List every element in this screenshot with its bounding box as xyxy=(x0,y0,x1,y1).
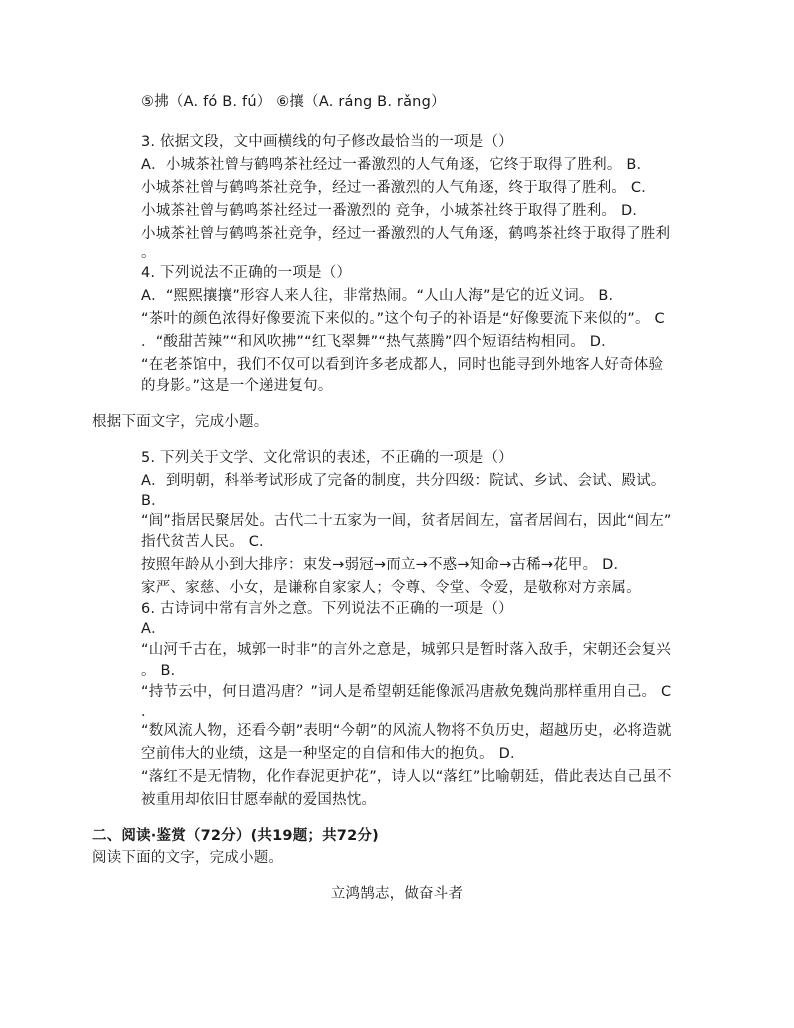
section-2-heading: 二、阅读·鉴赏（72分）(共19题；共72分) xyxy=(92,828,379,844)
question-3-stem: 3. 依据文段，文中画横线的句子修改最恰当的一项是（） xyxy=(141,134,513,150)
question-6-stem: 6. 古诗词中常有言外之意。下列说法不正确的一项是（） xyxy=(141,601,513,617)
question-4-stem: 4. 下列说法不正确的一项是（） xyxy=(141,265,352,281)
question-5-option-b-cont: 指代贫苦人民。 C． xyxy=(141,534,274,550)
question-5-option-a: A．到明朝，科举考试形成了完备的制度，共分四级：院试、乡试、会试、殿试。 xyxy=(141,473,666,489)
question-6-option-b-label: 。 B． xyxy=(141,663,186,679)
question-5-option-b-label: B． xyxy=(141,493,166,509)
question-6-option-c-label: ． xyxy=(141,704,156,720)
question-6-option-a: “山河千古在，城郭一时非”的言外之意是，城郭只是暂时落入敌手，宋朝还会复兴 xyxy=(141,642,671,658)
question-6-option-b: “持节云中，何日遣冯唐？”词人是希望朝廷能像派冯唐赦免魏尚那样重用自己。 C xyxy=(141,684,672,700)
question-5-stem: 5. 下列关于文学、文化常识的表述，不正确的一项是（） xyxy=(141,450,513,466)
section-instruction: 根据下面文字，完成小题。 xyxy=(92,414,269,430)
question-5-option-c: 按照年龄从小到大排序：束发→弱冠→而立→不惑→知命→古稀→花甲。 D． xyxy=(141,557,629,573)
question-5-option-d: 家严、家慈、小女，是谦称自家家人；令尊、令堂、令爱，是敬称对方亲属。 xyxy=(141,580,641,596)
question-4-option-d: “在老茶馆中，我们不仅可以看到许多老成都人，同时也能寻到外地客人好奇体验 xyxy=(141,357,664,373)
question-3-option-d: 小城茶社曾与鹤鸣茶社竞争，经过一番激烈的人气角逐，鹤鸣茶社终于取得了胜利 xyxy=(141,226,671,242)
question-6-option-c: “数风流人物，还看今朝”表明“今朝”的风流人物将不负历史，超越历史，必将造就 xyxy=(141,723,672,739)
question-3-option-a: A．小城茶社曾与鹤鸣茶社经过一番激烈的人气角逐，它终于取得了胜利。 B． xyxy=(141,157,652,173)
question-4-option-c: ．“酸甜苦辣”“和风吹拂”“红飞翠舞”“热气蒸腾”四个短语结构相同。 D． xyxy=(141,334,616,350)
reading-instruction: 阅读下面的文字，完成小题。 xyxy=(92,850,284,866)
article-title: 立鸿鹄志，做奋斗者 xyxy=(330,886,464,902)
question-5-option-b: “闾”指居民聚居处。古代二十五家为一闾，贫者居闾左，富者居闾右，因此“闾左” xyxy=(141,513,672,529)
question-6-option-d: “落红不是无情物，化作春泥更护花”，诗人以“落红”比喻朝廷，借此表达自己虽不 xyxy=(141,769,672,785)
question-3-option-b: 小城茶社曾与鹤鸣茶社竞争，经过一番激烈的人气角逐，终于取得了胜利。 C． xyxy=(141,180,656,196)
question-4-option-b: “茶叶的颜色浓得好像要流下来似的。”这个句子的补语是“好像要流下来似的”。 C xyxy=(141,311,665,327)
question-6-option-d-cont: 被重用却依旧甘愿奉献的爱国热忱。 xyxy=(141,792,377,808)
question-3-option-d-end: 。 xyxy=(141,245,156,261)
question-4-option-a: A．“熙熙攘攘”形容人来人往，非常热闹。“人山人海”是它的近义词。 B． xyxy=(141,288,624,304)
question-6-option-a-label: A． xyxy=(141,621,166,637)
question-4-option-d-cont: 的身影。”这是一个递进复句。 xyxy=(141,378,333,394)
question-6-option-c-cont: 空前伟大的业绩，这是一种坚定的自信和伟大的抱负。 D． xyxy=(141,746,525,762)
question-3-option-c: 小城茶社曾与鹤鸣茶社经过一番激烈的 竞争，小城茶社终于取得了胜利。 D． xyxy=(141,203,648,219)
question-2-options-line: ⑤拂（A. fó B. fú） ⑥攘（A. ráng B. rǎng） xyxy=(141,94,446,110)
